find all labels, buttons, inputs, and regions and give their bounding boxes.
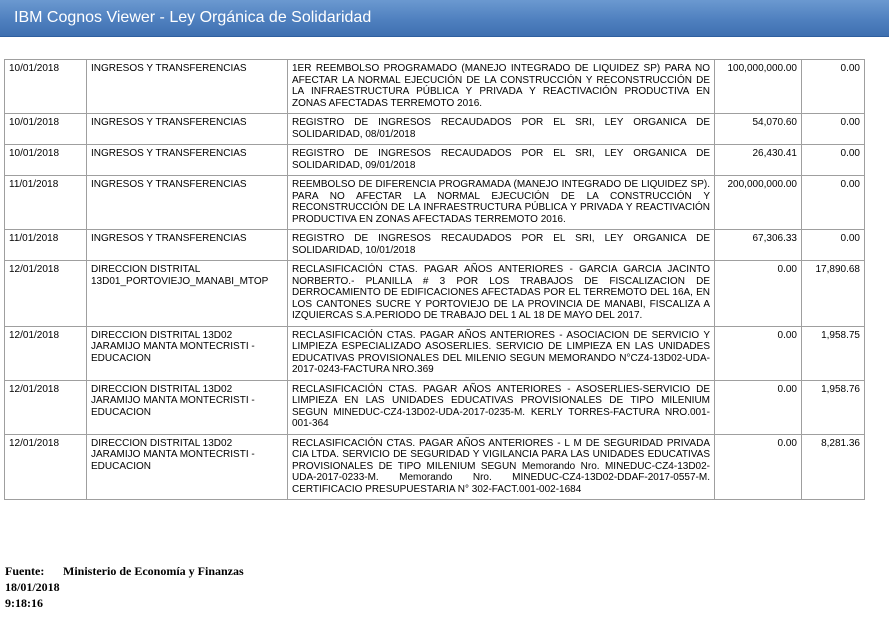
debit-cell: 200,000,000.00 (715, 176, 802, 230)
date-cell: 11/01/2018 (5, 176, 87, 230)
window-titlebar (0, 0, 889, 37)
credit-cell: 0.00 (802, 230, 865, 261)
debit-cell: 26,430.41 (715, 145, 802, 176)
report-footer (5, 563, 244, 611)
report-content (0, 37, 889, 617)
table-row (5, 261, 865, 327)
table-row (5, 60, 865, 114)
footer-time: 9:18:16 (5, 596, 43, 610)
table-row (5, 145, 865, 176)
debit-cell: 0.00 (715, 261, 802, 327)
description-cell: RECLASIFICACIÓN CTAS. PAGAR AÑOS ANTERIORES - ASOCIACION DE SERVICIO Y LIMPIEZA ESPECIALIZADO ASOSERLIES. SERVICIO DE LIMPIEZA EN LAS UNIDADES EDUCATIVAS PROVISIONALES DEL MILENIO SEGUN MEMORANDO N°CZ4-13D02-UDA-2017-0243-FACTURA NRO.369 (288, 326, 715, 380)
date-cell: 11/01/2018 (5, 230, 87, 261)
report-table (4, 59, 865, 500)
description-cell: RECLASIFICACIÓN CTAS. PAGAR AÑOS ANTERIORES - ASOSERLIES-SERVICIO DE LIMPIEZA EN LAS UNIDADES EDUCATIVAS PROVISIONALES DE TIPO MILENIUM SEGUN MINEDUC-CZ4-13D02-UDA-2017-0235-M. KERLY TORRES-FACTURA NRO.001-001-364 (288, 380, 715, 434)
footer-date: 18/01/2018 (5, 580, 60, 594)
credit-cell: 0.00 (802, 145, 865, 176)
entity-cell: DIRECCION DISTRITAL 13D02 JARAMIJO MANTA MONTECRISTI - EDUCACION (87, 434, 288, 500)
description-cell: RECLASIFICACIÓN CTAS. PAGAR AÑOS ANTERIORES - GARCIA GARCIA JACINTO NORBERTO.- PLANILLA # 3 POR LOS TRABAJOS DE FISCALIZACION DE DERROCAMIENTO DE EDIFICACIONES AFECTADAS POR EL TERREMOTO DEL 16A, EN LOS CANTONES SUCRE Y PORTOVIEJO DE LA PROVINCIA DE MANABI, FISCALIZA A IZQUIERCAS S.A.PERIODO DE TRABAJO DEL 1 AL 18 DE MAYO DEL 2017. (288, 261, 715, 327)
entity-cell: INGRESOS Y TRANSFERENCIAS (87, 230, 288, 261)
entity-cell: INGRESOS Y TRANSFERENCIAS (87, 60, 288, 114)
table-row (5, 114, 865, 145)
credit-cell: 0.00 (802, 114, 865, 145)
table-row (5, 230, 865, 261)
table-row (5, 434, 865, 500)
table-row (5, 176, 865, 230)
debit-cell: 67,306.33 (715, 230, 802, 261)
footer-source-value: Ministerio de Economía y Finanzas (63, 564, 244, 578)
date-cell: 12/01/2018 (5, 326, 87, 380)
table-row (5, 326, 865, 380)
debit-cell: 54,070.60 (715, 114, 802, 145)
description-cell: 1ER REEMBOLSO PROGRAMADO (MANEJO INTEGRADO DE LIQUIDEZ SP) PARA NO AFECTAR LA NORMAL EJECUCIÓN DE LA CONSTRUCCIÓN Y RECONSTRUCCIÓN DE LA INFRAESTRUCTURA PÚBLICA Y PRIVADA Y REACTIVACIÓN PRODUCTIVA EN ZONAS AFECTADAS TERREMOTO 2016. (288, 60, 715, 114)
credit-cell: 1,958.75 (802, 326, 865, 380)
description-cell: REGISTRO DE INGRESOS RECAUDADOS POR EL SRI, LEY ORGANICA DE SOLIDARIDAD, 09/01/2018 (288, 145, 715, 176)
description-cell: REGISTRO DE INGRESOS RECAUDADOS POR EL SRI, LEY ORGANICA DE SOLIDARIDAD, 10/01/2018 (288, 230, 715, 261)
credit-cell: 0.00 (802, 176, 865, 230)
date-cell: 10/01/2018 (5, 60, 87, 114)
credit-cell: 17,890.68 (802, 261, 865, 327)
window-title: IBM Cognos Viewer - Ley Orgánica de Solidaridad (14, 9, 372, 26)
footer-source-row (5, 563, 244, 579)
entity-cell: INGRESOS Y TRANSFERENCIAS (87, 176, 288, 230)
report-table-body (5, 60, 865, 500)
date-cell: 12/01/2018 (5, 380, 87, 434)
entity-cell: INGRESOS Y TRANSFERENCIAS (87, 145, 288, 176)
entity-cell: DIRECCION DISTRITAL 13D02 JARAMIJO MANTA MONTECRISTI - EDUCACION (87, 326, 288, 380)
entity-cell: INGRESOS Y TRANSFERENCIAS (87, 114, 288, 145)
description-cell: REGISTRO DE INGRESOS RECAUDADOS POR EL SRI, LEY ORGANICA DE SOLIDARIDAD, 08/01/2018 (288, 114, 715, 145)
debit-cell: 0.00 (715, 380, 802, 434)
debit-cell: 0.00 (715, 326, 802, 380)
date-cell: 10/01/2018 (5, 114, 87, 145)
description-cell: RECLASIFICACIÓN CTAS. PAGAR AÑOS ANTERIORES - L M DE SEGURIDAD PRIVADA CIA LTDA. SERVICIO DE SEGURIDAD Y VIGILANCIA PARA LAS UNIDADES EDUCATIVAS PROVISIONALES DE TIPO MILENIUM SEGUN Memorando Nro. MINEDUC-CZ4-13D02-UDA-2017-0233-M. Memorando Nro. MINEDUC-CZ4-13D02-DDAF-2017-0557-M. CERTIFICACIO PRESUPUESTARIA N° 302-FACT.001-002-1684 (288, 434, 715, 500)
date-cell: 12/01/2018 (5, 434, 87, 500)
entity-cell: DIRECCION DISTRITAL 13D01_PORTOVIEJO_MANABI_MTOP (87, 261, 288, 327)
debit-cell: 100,000,000.00 (715, 60, 802, 114)
date-cell: 10/01/2018 (5, 145, 87, 176)
table-row (5, 380, 865, 434)
credit-cell: 0.00 (802, 60, 865, 114)
entity-cell: DIRECCION DISTRITAL 13D02 JARAMIJO MANTA MONTECRISTI - EDUCACION (87, 380, 288, 434)
footer-source-label: Fuente: (5, 564, 45, 578)
credit-cell: 1,958.76 (802, 380, 865, 434)
date-cell: 12/01/2018 (5, 261, 87, 327)
description-cell: REEMBOLSO DE DIFERENCIA PROGRAMADA (MANEJO INTEGRADO DE LIQUIDEZ SP). PARA NO AFECTAR LA NORMAL EJECUCIÓN DE LA CONSTRUCCIÓN Y RECONSTRUCCIÓN DE LA INFRAESTRUCTURA PÚBLICA Y PRIVADA Y REACTIVACIÓN PRODUCTIVA EN ZONAS AFECTADAS TERREMOTO 2016. (288, 176, 715, 230)
debit-cell: 0.00 (715, 434, 802, 500)
credit-cell: 8,281.36 (802, 434, 865, 500)
